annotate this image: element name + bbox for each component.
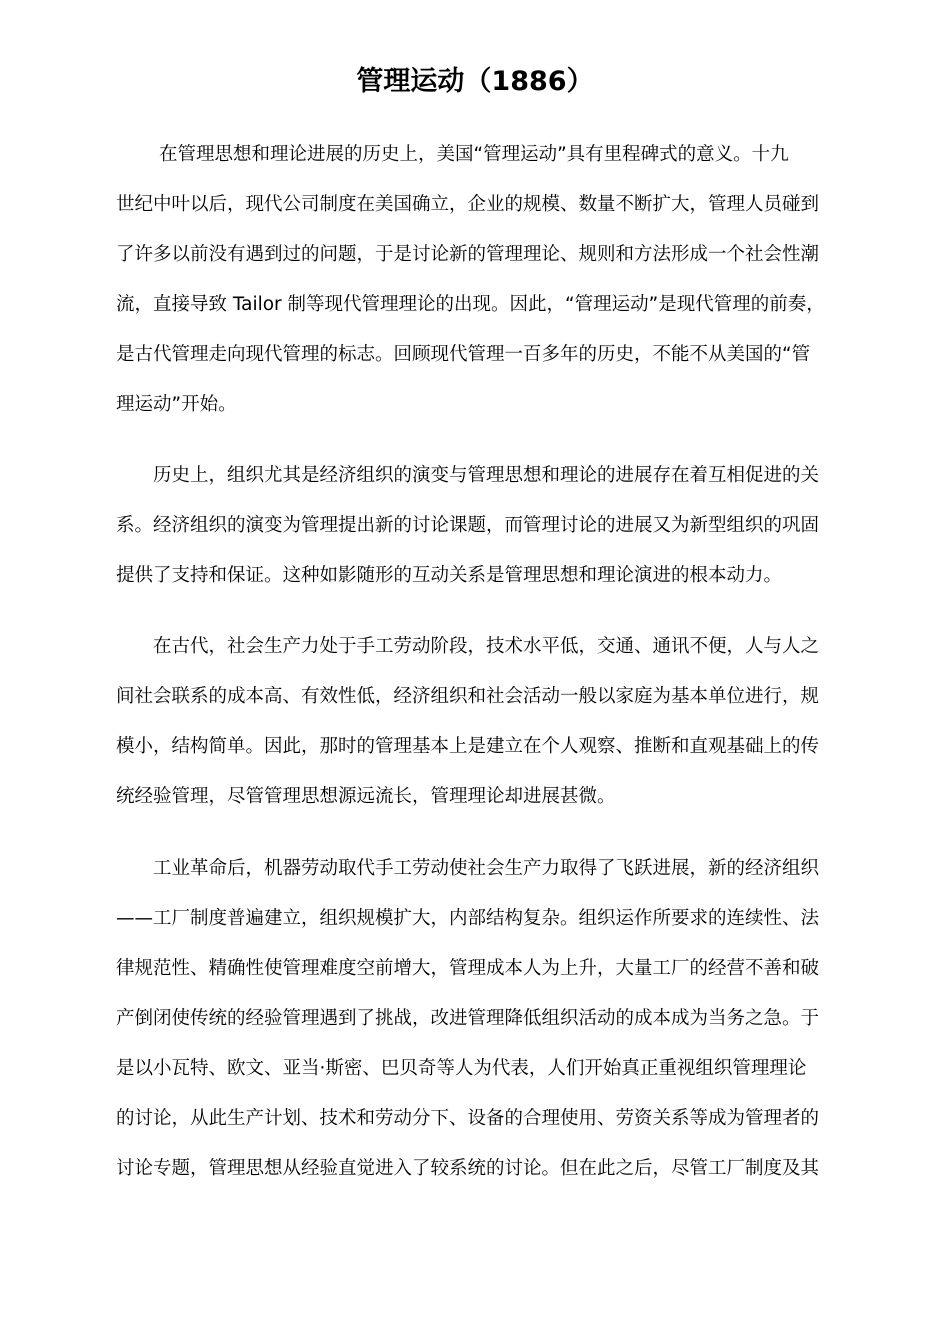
paragraph-line: 了许多以前没有遇到过的问题，于是讨论新的管理理论、规则和方法形成一个社会性潮 xyxy=(116,244,820,265)
paragraph-line: 统经验管理，尽管管理思想源远流长，管理理论却进展甚微。 xyxy=(116,786,616,807)
paragraph-line: 在管理思想和理论进展的历史上，美国“管理运动”具有里程碑式的意义。十九 xyxy=(159,144,789,165)
paragraph-line: 律规范性、精确性使管理难度空前增大，管理成本人为上升，大量工厂的经营不善和破 xyxy=(116,958,820,979)
paragraph-line: 世纪中叶以后，现代公司制度在美国确立，企业的规模、数量不断扩大，管理人员碰到 xyxy=(116,194,820,215)
paragraph-line: 间社会联系的成本高、有效性低，经济组织和社会活动一般以家庭为基本单位进行，规 xyxy=(116,686,820,707)
paragraph-line: 在古代，社会生产力处于手工劳动阶段，技术水平低，交通、通讯不便，人与人之 xyxy=(153,636,820,657)
page-title: 管理运动（1886） xyxy=(356,66,594,97)
paragraph-line: 的讨论，从此生产计划、技术和劳动分下、设备的合理使用、劳资关系等成为管理者的 xyxy=(116,1108,820,1129)
paragraph-line: 系。经济组织的演变为管理提出新的讨论课题，而管理讨论的进展又为新型组织的巩固 xyxy=(116,515,820,536)
paragraph-line: 讨论专题，管理思想从经验直觉进入了较系统的讨论。但在此之后，尽管工厂制度及其 xyxy=(116,1158,820,1179)
paragraph-line: 产倒闭使传统的经验管理遇到了挑战，改进管理降低组织活动的成本成为当务之急。于 xyxy=(116,1008,820,1029)
paragraph-line: ——工厂制度普遍建立，组织规模扩大，内部结构复杂。组织运作所要求的连续性、法 xyxy=(116,908,820,929)
paragraph-line: 理运动”开始。 xyxy=(116,394,237,415)
paragraph-line: 提供了支持和保证。这种如影随形的互动关系是管理思想和理论演进的根本动力。 xyxy=(116,565,783,586)
paragraph-line: 流，直接导致 Tailor 制等现代管理理论的出现。因此，“管理运动”是现代管理的前奏， xyxy=(116,294,825,315)
paragraph-line: 是以小瓦特、欧文、亚当·斯密、巴贝奇等人为代表，人们开始真正重视组织管理理论 xyxy=(116,1058,807,1079)
paragraph-line: 工业革命后，机器劳动取代手工劳动使社会生产力取得了飞跃进展，新的经济组织 xyxy=(153,858,820,879)
paragraph-line: 是古代管理走向现代管理的标志。回顾现代管理一百多年的历史，不能不从美国的“管 xyxy=(116,344,811,365)
paragraph-line: 模小，结构简单。因此，那时的管理基本上是建立在个人观察、推断和直观基础上的传 xyxy=(116,736,820,757)
paragraph-line: 历史上，组织尤其是经济组织的演变与管理思想和理论的进展存在着互相促进的关 xyxy=(153,465,820,486)
